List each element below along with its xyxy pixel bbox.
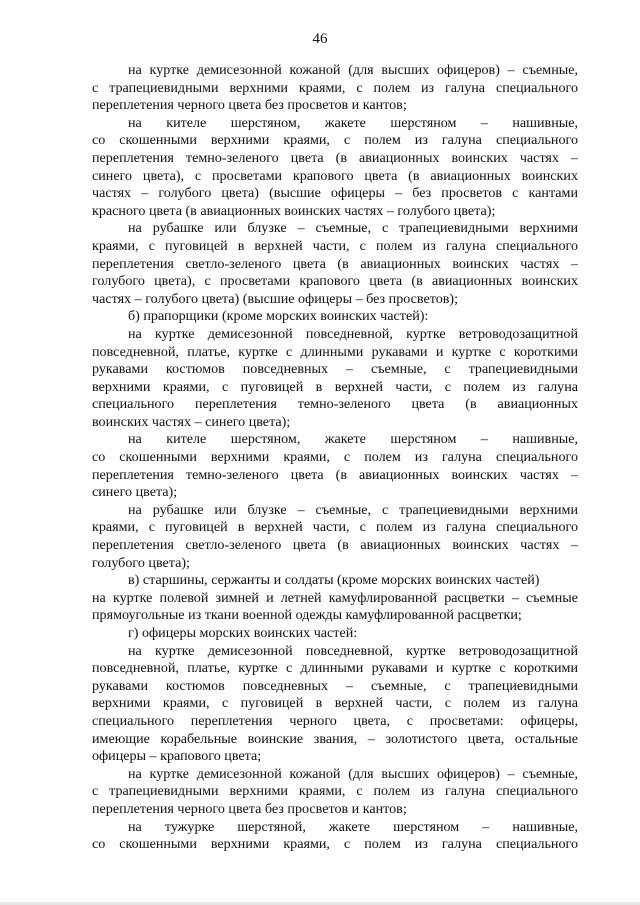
text-line: на куртке демисезонной кожаной (для высших офицеров) – съемные, [128,765,578,782]
text-line: на кителе шерстяном, жакете шерстяном – нашивные, [128,114,578,131]
text-line: переплетения темно-зеленого цвета (в авиационных воинских частях – [92,149,578,166]
text-line: повседневной, платье, куртке с длинными рукавами и куртке с короткими [92,660,578,677]
text-line: красного цвета (в авиационных воинских частях – голубого цвета); [92,202,496,219]
text-line: с трапециевидными верхними краями, с полем из галуна специального [92,783,578,800]
text-line: синего цвета); [92,484,178,501]
text-line: повседневной, платье, куртке с длинными рукавами и куртке с короткими [92,343,578,360]
text-line: переплетения черного цвета без просветов и кантов; [92,97,407,114]
document-body [92,62,578,854]
text-line: синего цвета), с просветами крапового цвета (в авиационных воинских [92,167,578,184]
text-line: на тужурке шерстяной, жакете шерстяном – нашивные, [128,818,578,835]
text-line: офицеры – крапового цвета; [92,748,262,765]
text-line: с трапециевидными верхними краями, с полем из галуна специального [92,79,578,96]
text-line: б) прапорщики (кроме морских воинских частей): [128,308,429,325]
text-line: на куртке демисезонной повседневной, куртке ветроводозащитной [128,325,578,342]
text-line: верхними краями, с пуговицей в верхней части, с полем из галуна [92,378,578,395]
text-line: голубого цвета), с просветами крапового цвета (в авиационных воинских [92,273,578,290]
text-line: воинских частях – синего цвета); [92,413,291,430]
text-line: на рубашке или блузке – съемные, с трапециевидными верхними [128,501,578,518]
text-line: верхними краями, с пуговицей в верхней части, с полем из галуна [92,695,578,712]
text-line: со скошенными верхними краями, с полем из галуна специального [92,836,578,853]
text-line: рукавами костюмов повседневных – съемные, с трапециевидными [92,677,578,694]
text-line: на рубашке или блузке – съемные, с трапециевидными верхними [128,220,578,237]
text-line: со скошенными верхними краями, с полем из галуна специального [92,449,578,466]
text-line: переплетения светло-зеленого цвета (в авиационных воинских частях – [92,255,578,272]
text-line: прямоугольные из ткани военной одежды камуфлированной расцветки; [92,607,522,624]
text-line: на куртке демисезонной повседневной, куртке ветроводозащитной [128,642,578,659]
text-line: переплетения черного цвета без просветов и кантов; [92,800,407,817]
text-line: рукавами костюмов повседневных – съемные, с трапециевидными [92,361,578,378]
text-line: со скошенными верхними краями, с полем из галуна специального [92,132,578,149]
text-line: краями, с пуговицей в верхней части, с полем из галуна специального [92,519,578,536]
text-line: в) старшины, сержанты и солдаты (кроме морских воинских частей) [128,572,540,589]
text-line: переплетения светло-зеленого цвета (в авиационных воинских частях – [92,537,578,554]
text-line: специального переплетения темно-зеленого цвета (в авиационных [92,396,578,413]
text-line: краями, с пуговицей в верхней части, с полем из галуна специального [92,237,578,254]
text-line: переплетения темно-зеленого цвета (в авиационных воинских частях – [92,466,578,483]
text-line: на куртке полевой зимней и летней камуфлированной расцветки – съемные [92,589,578,606]
page-number: 46 [312,31,328,47]
text-line: на куртке демисезонной кожаной (для высших офицеров) – съемные, [128,62,578,78]
text-line: частях – голубого цвета) (высшие офицеры – без просветов); [92,290,459,307]
text-line: специального переплетения черного цвета, с просветами: офицеры, [92,712,578,729]
text-line: г) офицеры морских воинских частей: [128,625,358,641]
text-line: на кителе шерстяном, жакете шерстяном – нашивные, [128,431,578,448]
text-line: голубого цвета); [92,554,190,571]
text-line: имеющие корабельные воинские звания, – золотистого цвета, остальные [92,730,578,747]
text-line: частях – голубого цвета) (высшие офицеры – без просветов с кантами [92,185,578,202]
